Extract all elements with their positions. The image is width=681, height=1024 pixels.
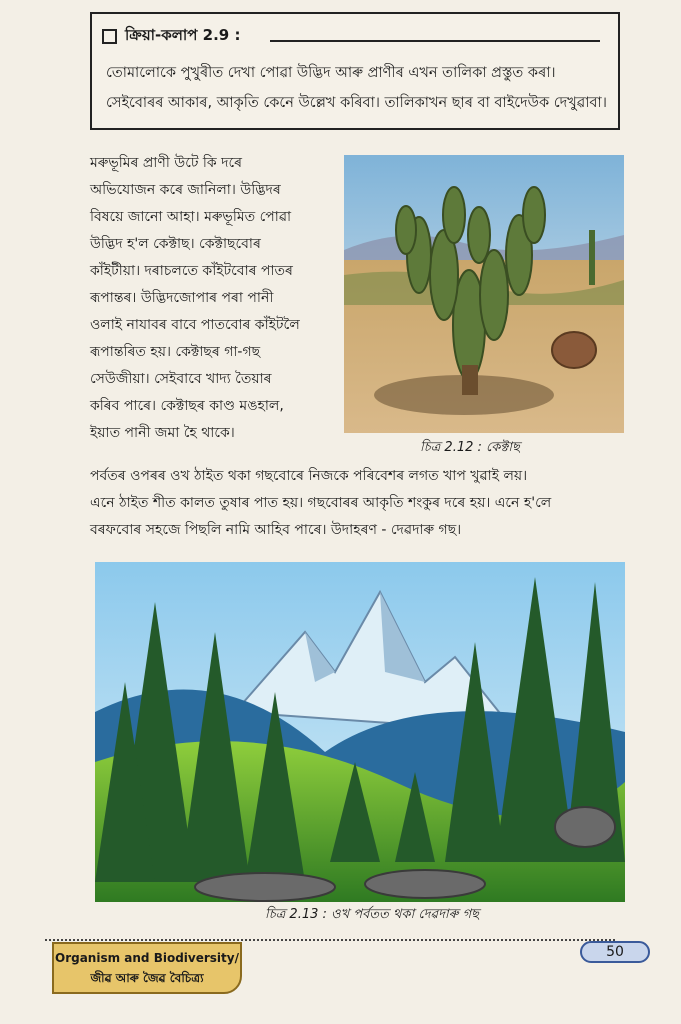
paragraph-line: বিষয়ে জানো আহা। মৰুভূমিত পোৱা — [90, 209, 292, 225]
paragraph-line: ৰূপান্তৰ। উদ্ভিদজোপাৰ পৰা পানী — [90, 290, 274, 306]
paragraph-line: ৰূপান্তৰিত হয়। কেক্টাছৰ গা-গছ — [90, 344, 261, 360]
footer-divider — [45, 939, 615, 941]
conifer-paragraph — [90, 463, 625, 544]
activity-box — [90, 12, 620, 130]
checkbox-icon — [102, 29, 117, 44]
activity-title: ক্রিয়া-কলাপ 2.9 : — [125, 26, 241, 44]
paragraph-line: মৰুভূমিৰ প্ৰাণী উটে কি দৰে — [90, 155, 243, 171]
paragraph-line: বৰফবোৰ সহজে পিছলি নামি আহিব পাৰে। উদাহৰণ - দেৱদাৰু গছ। — [90, 522, 462, 538]
chapter-title-as: জীৱ আৰু জৈৱ বৈচিত্ৰ্য — [90, 971, 204, 985]
paragraph-line: কাঁইটীয়া। দৰাচলতে কাঁইটবোৰ পাতৰ — [90, 263, 293, 279]
cactus-illustration — [344, 155, 624, 433]
activity-line: তোমালোকে পুখুৰীত দেখা পোৱা উদ্ভিদ আৰু প্ৰাণীৰ এখন তালিকা প্ৰস্তুত কৰা। — [106, 65, 556, 81]
paragraph-line: ওলাই নাযাবৰ বাবে পাতবোৰ কাঁইটলৈ — [90, 317, 300, 333]
chapter-badge — [52, 942, 242, 994]
paragraph-line: পৰ্বতৰ ওপৰৰ ওখ ঠাইত থকা গছবোৰে নিজকে পৰিবেশৰ লগত খাপ খুৱাই লয়। — [90, 468, 528, 484]
activity-text — [106, 58, 614, 118]
activity-line: সেইবোৰৰ আকাৰ, আকৃতি কেনে উল্লেখ কৰিবা। তালিকাখন ছাৰ বা বাইদেউক দেখুৱাবা। — [106, 95, 607, 111]
figure-caption: চিত্ৰ 2.13 : ওখ পৰ্বতত থকা দেৱদাৰু গছ — [265, 907, 479, 922]
figure-caption: চিত্ৰ 2.12 : কেক্টাছ — [420, 440, 520, 455]
activity-heading — [102, 24, 240, 49]
paragraph-line: উদ্ভিদ হ'ল কেক্টাছ। কেক্টাছবোৰ — [90, 236, 261, 252]
paragraph-line: এনে ঠাইত শীত কালত তুষাৰ পাত হয়। গছবোৰৰ আকৃতি শংকুৰ দৰে হয়। এনে হ'লে — [90, 495, 552, 511]
heading-rule — [270, 40, 600, 42]
page-number: 50 — [580, 941, 650, 963]
chapter-title-en: Organism and Biodiversity/ — [55, 951, 239, 965]
paragraph-line: সেউজীয়া। সেইবাবে খাদ্য তৈয়াৰ — [90, 371, 272, 387]
paragraph-line: কৰিব পাৰে। কেক্টাছৰ কাণ্ড মঙহাল, — [90, 398, 284, 414]
paragraph-line: অভিযোজন কৰে জানিলা। উদ্ভিদৰ — [90, 182, 281, 198]
paragraph-line: ইয়াত পানী জমা হৈ থাকে। — [90, 425, 235, 441]
cactus-paragraph — [90, 150, 335, 447]
conifer-mountain-illustration — [95, 562, 625, 902]
